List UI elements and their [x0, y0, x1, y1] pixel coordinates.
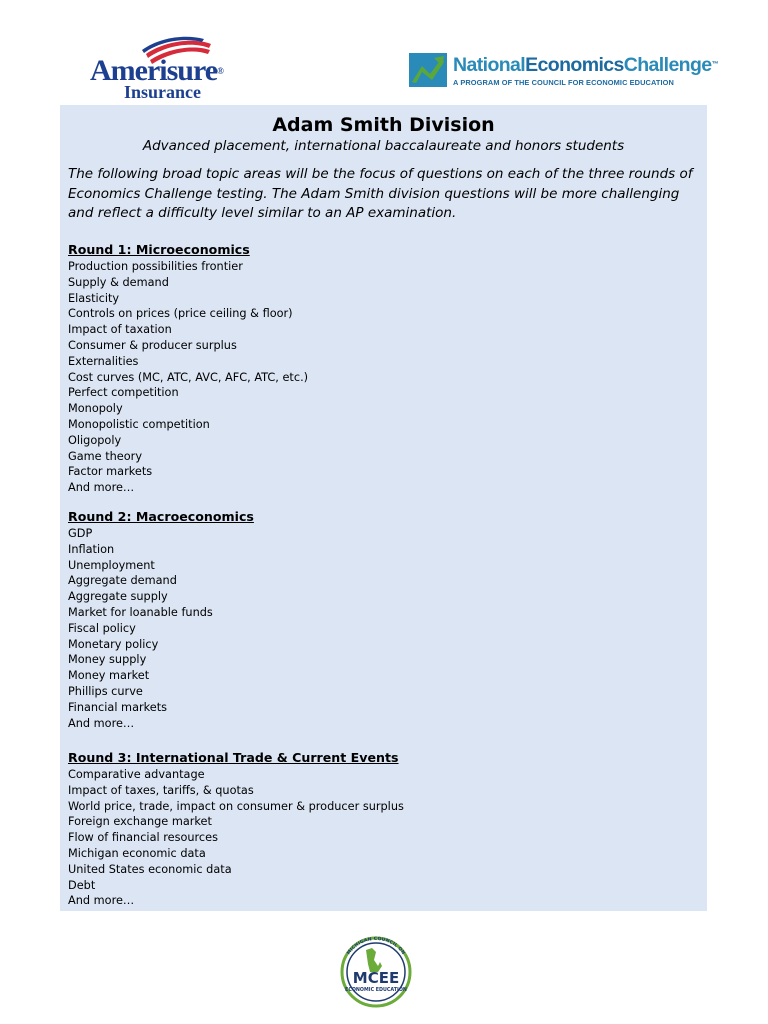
mcee-emblem-icon [326, 936, 426, 1008]
list-item: Impact of taxation [68, 323, 172, 337]
list-item: Consumer & producer surplus [68, 338, 237, 352]
list-item: Factor markets [68, 465, 153, 479]
list-item: Market for loanable funds [68, 605, 213, 619]
nec-word-national: National [453, 54, 526, 76]
amerisure-logo [86, 36, 248, 102]
mcee-ring-text: MICHIGAN COUNCIL ON [346, 936, 406, 956]
list-item: Production possibilities frontier [68, 260, 243, 273]
content-panel [60, 105, 707, 911]
list-item: Inflation [68, 542, 115, 556]
list-item: Money market [68, 669, 150, 683]
list-item: And more… [68, 481, 135, 495]
round-2-section [68, 508, 698, 731]
intro-paragraph: The following broad topic areas will be the focus of questions on each of the three rounds of Economics Challenge testing. The Adam Smith division questions will be more challenging and reflect a difficulty level similar to an AP examination. [68, 166, 693, 221]
list-item: Impact of taxes, tariffs, & quotas [68, 783, 254, 797]
list-item: United States economic data [68, 862, 232, 876]
list-item: Money supply [68, 653, 147, 667]
round-1-heading: Round 1: Microeconomics [68, 242, 250, 257]
list-item: Aggregate demand [68, 574, 177, 588]
document-subtitle: Advanced placement, international baccalaureate and honors students [142, 138, 625, 154]
round-2-topic-list [68, 526, 698, 731]
amerisure-insurance-label: Insurance [124, 82, 202, 102]
nec-word-economics: Economics [525, 54, 624, 76]
mcee-subtitle: ECONOMIC EDUCATION [345, 988, 407, 993]
list-item: Michigan economic data [68, 846, 206, 860]
trademark-mark: ™ [711, 61, 719, 68]
nec-emblem-icon [408, 52, 448, 88]
list-item: Monetary policy [68, 637, 159, 651]
document-title: Adam Smith Division [272, 114, 495, 136]
list-item: Monopoly [68, 402, 123, 416]
mcee-name: MCEE [352, 969, 400, 987]
nec-wordmark [453, 54, 719, 76]
list-item: Aggregate supply [68, 590, 168, 604]
list-item: And more… [68, 716, 135, 730]
round-2-heading: Round 2: Macroeconomics [68, 509, 254, 524]
list-item: Foreign exchange market [68, 815, 212, 829]
round-3-topic-list [68, 767, 698, 909]
list-item: Cost curves (MC, ATC, AVC, AFC, ATC, etc.) [68, 370, 309, 384]
amerisure-name: Amerisure [90, 54, 218, 87]
list-item: Oligopoly [68, 433, 122, 447]
round-1-topic-list [68, 259, 698, 496]
list-item: Unemployment [68, 558, 155, 572]
nec-word-challenge: Challenge [623, 54, 712, 76]
list-item: Flow of financial resources [68, 831, 218, 845]
list-item: Debt [68, 878, 96, 892]
list-item: Game theory [68, 449, 143, 463]
list-item: Externalities [68, 354, 139, 368]
list-item: And more… [68, 894, 135, 908]
list-item: GDP [68, 527, 93, 540]
list-item: Comparative advantage [68, 768, 205, 781]
list-item: Fiscal policy [68, 621, 136, 635]
round-1-section [68, 241, 698, 496]
national-economics-challenge-logo [408, 48, 719, 92]
list-item: Perfect competition [68, 386, 179, 400]
registered-mark: ® [217, 66, 224, 76]
list-item: Controls on prices (price ceiling & floor) [68, 307, 293, 321]
round-3-section [68, 749, 698, 909]
nec-tagline: A PROGRAM OF THE COUNCIL FOR ECONOMIC EDUCATION [453, 78, 674, 87]
list-item: Monopolistic competition [68, 417, 210, 431]
list-item: World price, trade, impact on consumer & producer surplus [68, 799, 404, 813]
list-item: Phillips curve [68, 684, 143, 698]
list-item: Supply & demand [68, 275, 169, 289]
mcee-logo [326, 936, 426, 1008]
round-3-heading: Round 3: International Trade & Current Events [68, 750, 399, 765]
list-item: Financial markets [68, 700, 168, 714]
list-item: Elasticity [68, 291, 120, 305]
